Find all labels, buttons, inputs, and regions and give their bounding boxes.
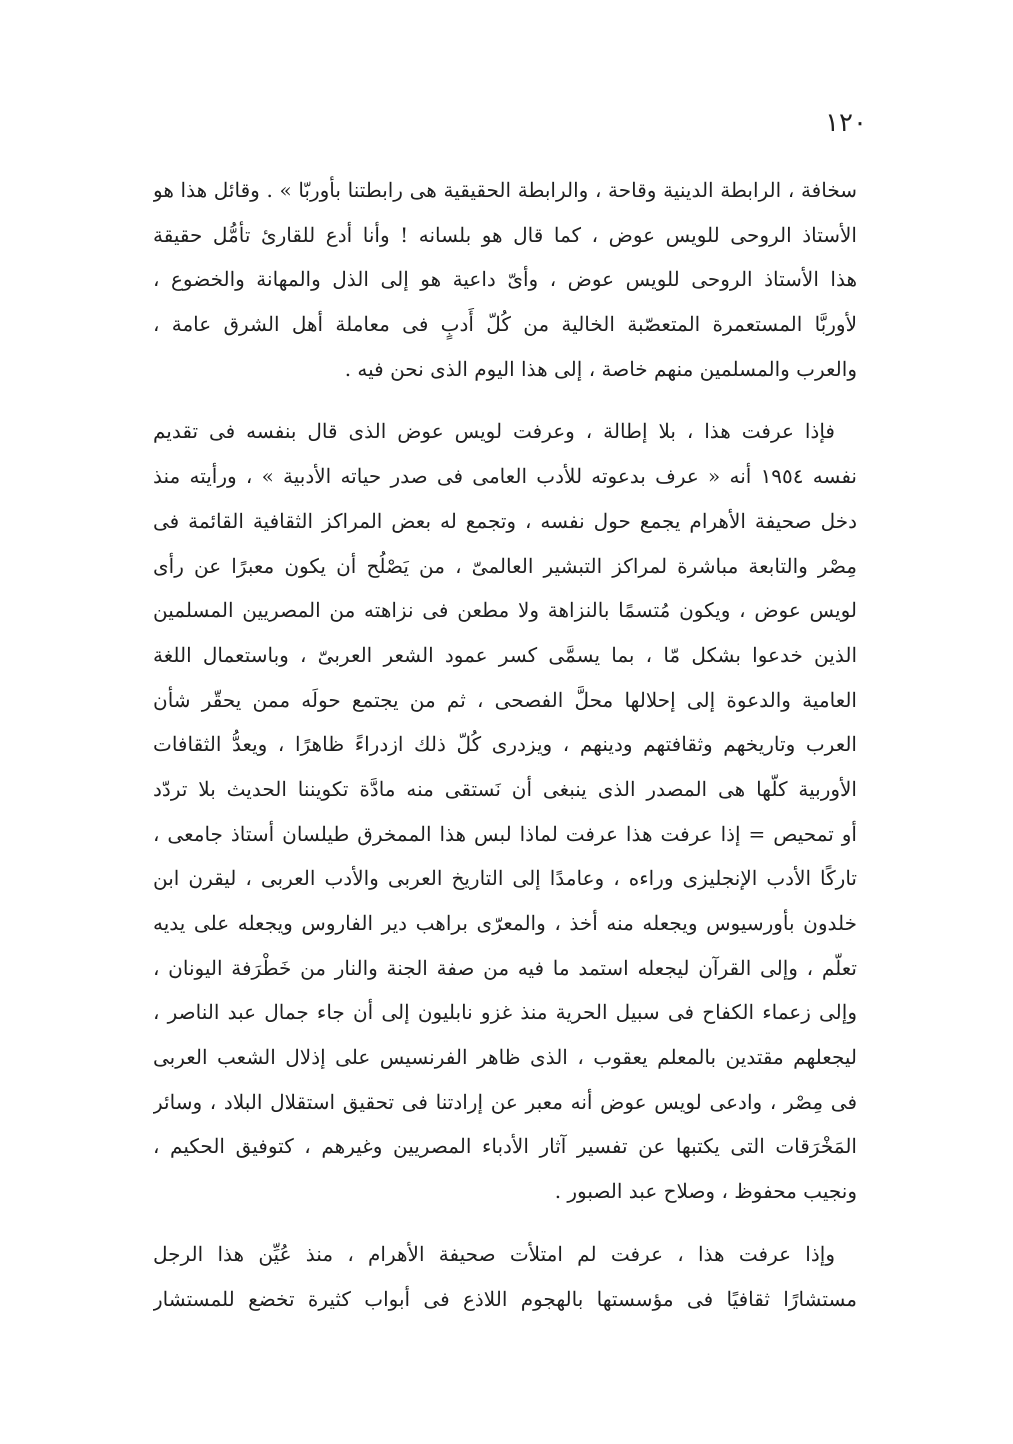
page-number: ١٢٠ [825, 108, 867, 138]
text-line: العامية والدعوة إلى إحلالها محلَّ الفصحى ، ثم من يجتمع حولَه ممن يحقّر شأن [153, 687, 857, 712]
text-line: مستشارًا ثقافيًا فى مؤسستها بالهجوم اللاذع فى أبواب كثيرة تخضع للمستشار [153, 1286, 857, 1311]
text-line: هذا الأستاذ الروحى للويس عوض ، وأىّ داعية هو إلى الذل والمهانة والخضوع ، [153, 267, 857, 292]
text-line: وإذا عرفت هذا ، عرفت لم امتلأت صحيفة الأهرام ، منذ عُيِّن هذا الرجل [153, 1241, 835, 1266]
text-line: فى مِصْر ، وادعى لويس عوض أنه معبر عن إرادتنا فى تحقيق استقلال البلاد ، وسائر [153, 1089, 857, 1114]
text-line: المَخْرَقات التى يكتبها عن تفسير آثار الأدباء المصريين وغيرهم ، كتوفيق الحكيم ، [153, 1134, 857, 1159]
paragraph-2 [153, 409, 857, 1213]
text-line: خلدون بأورسيوس ويجعله منه أخذ ، والمعرّى براهب دير الفاروس ويجعله على يديه [153, 911, 857, 935]
text-line: ونجيب محفوظ ، وصلاح عبد الصبور . [554, 1179, 857, 1204]
text-line: مِصْر والتابعة مباشرة لمراكز التبشير العالمىّ ، من يَصْلُح أن يكون معبرًا عن رأى [153, 553, 857, 578]
text-line: الذين خدعوا بشكل مّا ، بما يسمَّى كسر عمود الشعر العربىّ ، وباستعمال اللغة [153, 642, 857, 667]
text-line: الأوربية كلّها هى المصدر الذى ينبغى أن نَستقى منه مادَّة تكويننا الحديث بلا تردّد [153, 776, 857, 801]
text-line: لويس عوض ، ويكون مُتسمًا بالنزاهة ولا مطعن فى نزاهته من المصريين المسلمين [153, 598, 857, 623]
text-line: وإلى زعماء الكفاح فى سبيل الحرية منذ غزو نابليون إلى أن جاء جمال عبد الناصر ، [153, 1000, 857, 1025]
text-line: ليجعلهم مقتدين بالمعلم يعقوب ، الذى ظاهر الفرنسيس على إذلال الشعب العربى [153, 1045, 857, 1070]
text-line: العرب وتاريخهم وثقافتهم ودينهم ، ويزدرى كُلّ ذلك ازدراءً ظاهرًا ، ويعدُّ الثقافات [153, 732, 857, 757]
text-line: دخل صحيفة الأهرام يجمع حول نفسه ، وتجمع له بعض المراكز الثقافية القائمة فى [153, 508, 857, 533]
text-line: تعلّم ، وإلى القرآن ليجعله استمد ما فيه من صفة الجنة والنار من خَطْرَفة اليونان ، [153, 955, 857, 980]
text-line: نفسه ١٩٥٤ أنه « عرف بدعوته للأدب العامى فى صدر حياته الأدبية » ، ورأيته منذ [153, 464, 857, 489]
text-line: الأستاذ الروحى للويس عوض ، كما قال هو بلسانه ! وأنا أدع للقارئ تأمُّل حقيقة [153, 222, 857, 247]
paragraph-1 [153, 168, 857, 391]
text-line: تاركًا الأدب الإنجليزى وراءه ، وعامدًا إلى التاريخ العربى والأدب العربى ، ليقرن ابن [153, 866, 857, 891]
paragraph-3 [153, 1232, 857, 1321]
text-line: سخافة ، الرابطة الدينية وقاحة ، والرابطة الحقيقية هى رابطتنا بأوربّا » . وقائل هذا هو [153, 178, 857, 202]
text-line: فإذا عرفت هذا ، بلا إطالة ، وعرفت لويس عوض الذى قال بنفسه فى تقديم [153, 419, 835, 444]
text-line: أو تمحيص = إذا عرفت هذا عرفت لماذا لبس هذا الممخرق طيلسان أستاذ جامعى ، [153, 821, 857, 846]
body-text [153, 168, 857, 1321]
text-line: لأوربَّا المستعمرة المتعصّبة الخالية من كُلّ أَدبٍ فى معاملة أهل الشرق عامة ، [153, 312, 857, 337]
text-line: والعرب والمسلمين منهم خاصة ، إلى هذا اليوم الذى نحن فيه . [344, 356, 857, 381]
